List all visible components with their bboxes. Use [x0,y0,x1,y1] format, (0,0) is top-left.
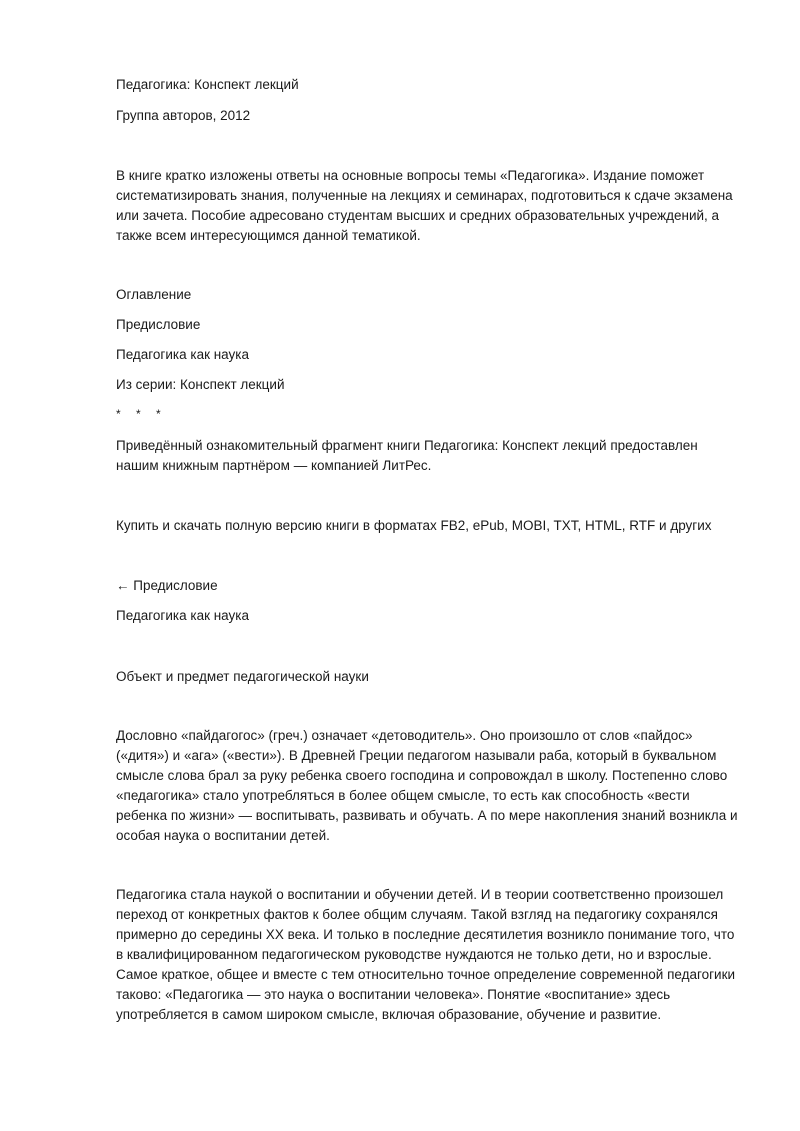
toc-heading: Оглавление [116,287,192,302]
toc-item-preface[interactable]: Предисловие [116,317,201,332]
book-title: Педагогика: Конспект лекций [116,77,299,92]
toc-item-series[interactable]: Из серии: Конспект лекций [116,377,285,392]
chapter-title: Педагогика как наука [116,608,250,623]
toc-item-pedagogy-as-science[interactable]: Педагогика как наука [116,347,250,362]
paragraph: Дословно «пайдагогос» (греч.) означает «детоводитель». Оно произошло от слов «пайдос» («дитя») и «ага» («вести»). В Древней Греции педагогом называли раба, который в буквальном смысле слова брал за руку ребенка своего господина и сопровождал в школу. Постепенно слово «педагогика» стало употребляться в более общем смысле, то есть как способность «вести ребенка по жизни» — воспитывать, развивать и обучать. А по мере накопления знаний возникла и особая наука о воспитании детей. [116,728,738,843]
book-annotation: В книге кратко изложены ответы на основные вопросы темы «Педагогика». Издание поможет систематизировать знания, полученные на лекциях и семинарах, подготовиться к сдаче экзамена или зачета. Пособие адресовано студентам высших и средних образовательных учреждений, а также всем интересующимся данной тематикой. [116,168,733,243]
separator: * * * [116,407,167,421]
paragraph: Педагогика стала наукой о воспитании и обучении детей. И в теории соответственно произошел переход от конкретных фактов к более общим случаям. Такой взгляд на педагогику сохранялся примерно до середины XX века. И только в последние десятилетия возникло понимание того, что в квалифицированном педагогическом руководстве нуждаются не только дети, но и взрослые. Самое краткое, общее и вместе с тем относительно точное определение современной педагогики таково: «Педагогика — это наука о воспитании человека». Понятие «воспитание» здесь употребляется в самом широком смысле, включая образование, обучение и развитие. [116,887,736,1022]
buy-full-version-link[interactable]: Купить и скачать полную версию книги в форматах FB2, ePub, MOBI, TXT, HTML, RTF и других [116,518,712,533]
book-authors: Группа авторов, 2012 [116,108,251,123]
fragment-note: Приведённый ознакомительный фрагмент книги Педагогика: Конспект лекций предоставлен нашим книжным партнёром — компанией ЛитРес. [116,438,698,473]
section-title: Объект и предмет педагогической науки [116,669,369,684]
back-link-preface[interactable]: ← Предисловие [116,578,218,593]
